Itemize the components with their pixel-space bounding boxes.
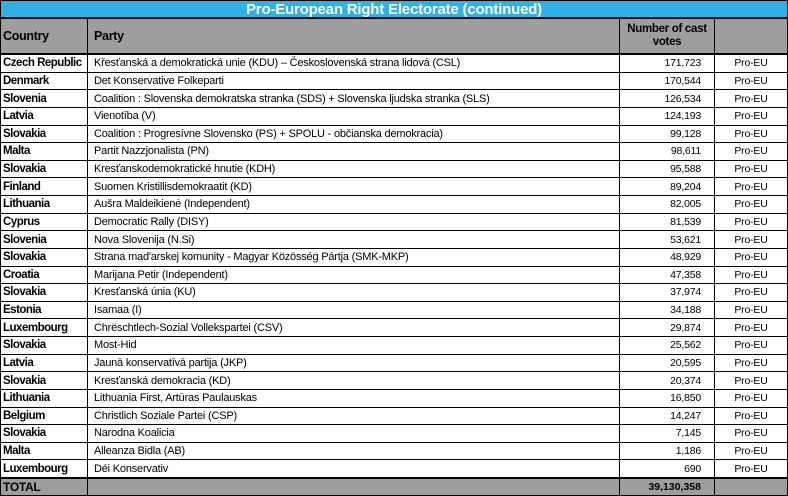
- party-cell: Vienotība (V): [87, 108, 619, 125]
- votes-cell: 82,005: [619, 196, 714, 213]
- party-cell: Lithuania First, Artūras Paulauskas: [87, 390, 619, 407]
- votes-cell: 47,358: [619, 267, 714, 284]
- votes-cell: 98,611: [619, 143, 714, 160]
- table-body: [1, 55, 787, 477]
- table-row: [1, 389, 787, 407]
- country-cell: Slovakia: [3, 374, 46, 387]
- party-cell: Democratic Rally (DISY): [87, 214, 619, 231]
- country-cell: Slovenia: [3, 92, 47, 105]
- stance-cell: Pro-EU: [714, 108, 787, 125]
- party-cell: Kresťanská únia (KU): [87, 284, 619, 301]
- party-cell: Chrëschtlech-Sozial Vollekspartei (CSV): [87, 319, 619, 336]
- total-row: [1, 477, 787, 495]
- column-header-country: Country: [3, 29, 49, 43]
- party-cell: Aušra Maldeikienė (Independent): [87, 196, 619, 213]
- table-row: [1, 160, 787, 178]
- party-cell: Déi Konservativ: [87, 460, 619, 477]
- stance-cell: Pro-EU: [714, 390, 787, 407]
- stance-cell: Pro-EU: [714, 425, 787, 442]
- party-cell: Det Konservative Folkeparti: [87, 73, 619, 90]
- country-cell: Luxembourg: [3, 321, 68, 334]
- votes-cell: 29,874: [619, 319, 714, 336]
- stance-cell: Pro-EU: [714, 302, 787, 319]
- table-row: [1, 442, 787, 460]
- table-row: [1, 195, 787, 213]
- country-cell: Finland: [3, 180, 41, 193]
- table-row: [1, 371, 787, 389]
- votes-cell: 99,128: [619, 126, 714, 143]
- table-row: [1, 459, 787, 477]
- votes-cell: 690: [619, 460, 714, 477]
- votes-cell: 14,247: [619, 408, 714, 425]
- total-party-cell: [87, 479, 619, 495]
- total-label: TOTAL: [3, 480, 41, 494]
- table-row: [1, 266, 787, 284]
- table-row: [1, 55, 787, 72]
- stance-cell: Pro-EU: [714, 249, 787, 266]
- votes-cell: 171,723: [619, 55, 714, 72]
- party-cell: Nova Slovenija (N.Si): [87, 231, 619, 248]
- table-row: [1, 283, 787, 301]
- votes-cell: 95,588: [619, 161, 714, 178]
- country-cell: Denmark: [3, 74, 49, 87]
- table-row: [1, 89, 787, 107]
- stance-cell: Pro-EU: [714, 355, 787, 372]
- country-cell: Luxembourg: [3, 462, 68, 475]
- party-cell: Narodna Koalicia: [87, 425, 619, 442]
- party-cell: Strana mad'arskej komunity - Magyar Közösség Pártja (SMK-MKP): [87, 249, 619, 266]
- country-cell: Estonia: [3, 304, 42, 317]
- stance-cell: Pro-EU: [714, 90, 787, 107]
- stance-cell: Pro-EU: [714, 214, 787, 231]
- country-cell: Croatia: [3, 268, 40, 281]
- table-row: [1, 177, 787, 195]
- party-cell: Suomen Kristillisdemokraatit (KD): [87, 178, 619, 195]
- party-cell: Alleanza Bidla (AB): [87, 443, 619, 460]
- table-row: [1, 248, 787, 266]
- stance-cell: Pro-EU: [714, 126, 787, 143]
- votes-cell: 89,204: [619, 178, 714, 195]
- country-cell: Slovakia: [3, 251, 46, 264]
- stance-cell: Pro-EU: [714, 73, 787, 90]
- stance-cell: Pro-EU: [714, 161, 787, 178]
- header-row: [1, 19, 787, 55]
- table-row: [1, 407, 787, 425]
- country-cell: Slovenia: [3, 233, 47, 246]
- country-cell: Slovakia: [3, 127, 46, 140]
- country-cell: Latvia: [3, 110, 34, 123]
- party-cell: Kresťanskodemokratické hnutie (KDH): [87, 161, 619, 178]
- stance-cell: Pro-EU: [714, 460, 787, 477]
- country-cell: Slovakia: [3, 427, 46, 440]
- party-cell: Marijana Petir (Independent): [87, 267, 619, 284]
- votes-cell: 124,193: [619, 108, 714, 125]
- table-row: [1, 318, 787, 336]
- votes-cell: 20,595: [619, 355, 714, 372]
- party-cell: Most-Hid: [87, 337, 619, 354]
- country-cell: Latvia: [3, 356, 34, 369]
- stance-cell: Pro-EU: [714, 178, 787, 195]
- table-row: [1, 107, 787, 125]
- country-cell: Malta: [3, 145, 30, 158]
- page-title: Pro-European Right Electorate (continued): [1, 1, 787, 19]
- stance-cell: Pro-EU: [714, 143, 787, 160]
- country-cell: Lithuania: [3, 198, 50, 211]
- table-row: [1, 125, 787, 143]
- votes-cell: 25,562: [619, 337, 714, 354]
- stance-cell: Pro-EU: [714, 55, 787, 72]
- votes-cell: 34,188: [619, 302, 714, 319]
- total-stance-cell: [714, 479, 787, 495]
- votes-cell: 16,850: [619, 390, 714, 407]
- party-cell: Kresťanská demokracia (KD): [87, 372, 619, 389]
- table-row: [1, 230, 787, 248]
- party-cell: Christlich Soziale Partei (CSP): [87, 408, 619, 425]
- table-row: [1, 336, 787, 354]
- country-cell: Slovakia: [3, 163, 46, 176]
- party-cell: Partit Nazzjonalista (PN): [87, 143, 619, 160]
- stance-cell: Pro-EU: [714, 196, 787, 213]
- country-cell: Cyprus: [3, 215, 40, 228]
- stance-cell: Pro-EU: [714, 443, 787, 460]
- column-header-stance: [714, 19, 787, 53]
- country-cell: Slovakia: [3, 286, 46, 299]
- country-cell: Malta: [3, 445, 30, 458]
- table-row: [1, 213, 787, 231]
- country-cell: Slovakia: [3, 339, 46, 352]
- stance-cell: Pro-EU: [714, 372, 787, 389]
- party-cell: Coalition : Slovenska demokratska stranka (SDS) + Slovenska ljudska stranka (SLS): [87, 90, 619, 107]
- country-cell: Lithuania: [3, 392, 50, 405]
- votes-cell: 37,974: [619, 284, 714, 301]
- column-header-votes: Number of cast votes: [619, 19, 714, 53]
- stance-cell: Pro-EU: [714, 337, 787, 354]
- votes-cell: 48,929: [619, 249, 714, 266]
- votes-cell: 126,534: [619, 90, 714, 107]
- stance-cell: Pro-EU: [714, 267, 787, 284]
- votes-cell: 20,374: [619, 372, 714, 389]
- party-cell: Isamaa (I): [87, 302, 619, 319]
- stance-cell: Pro-EU: [714, 319, 787, 336]
- votes-cell: 81,539: [619, 214, 714, 231]
- country-cell: Belgium: [3, 409, 45, 422]
- votes-cell: 1,186: [619, 443, 714, 460]
- party-cell: Coalition : Progresívne Slovensko (PS) + SPOLU - občianska demokracia): [87, 126, 619, 143]
- country-cell: Czech Republic: [3, 57, 82, 70]
- table-row: [1, 424, 787, 442]
- column-header-party: Party: [87, 19, 619, 53]
- stance-cell: Pro-EU: [714, 284, 787, 301]
- party-cell: Křesťanská a demokratická unie (KDU) – Československá strana lidová (CSL): [87, 55, 619, 72]
- stance-cell: Pro-EU: [714, 408, 787, 425]
- party-cell: Jaunā konservatīvā partija (JKP): [87, 355, 619, 372]
- votes-cell: 170,544: [619, 73, 714, 90]
- votes-cell: 7,145: [619, 425, 714, 442]
- table-row: [1, 142, 787, 160]
- total-votes: 39,130,358: [619, 479, 714, 495]
- votes-cell: 53,621: [619, 231, 714, 248]
- table-row: [1, 72, 787, 90]
- table-row: [1, 301, 787, 319]
- stance-cell: Pro-EU: [714, 231, 787, 248]
- table-row: [1, 354, 787, 372]
